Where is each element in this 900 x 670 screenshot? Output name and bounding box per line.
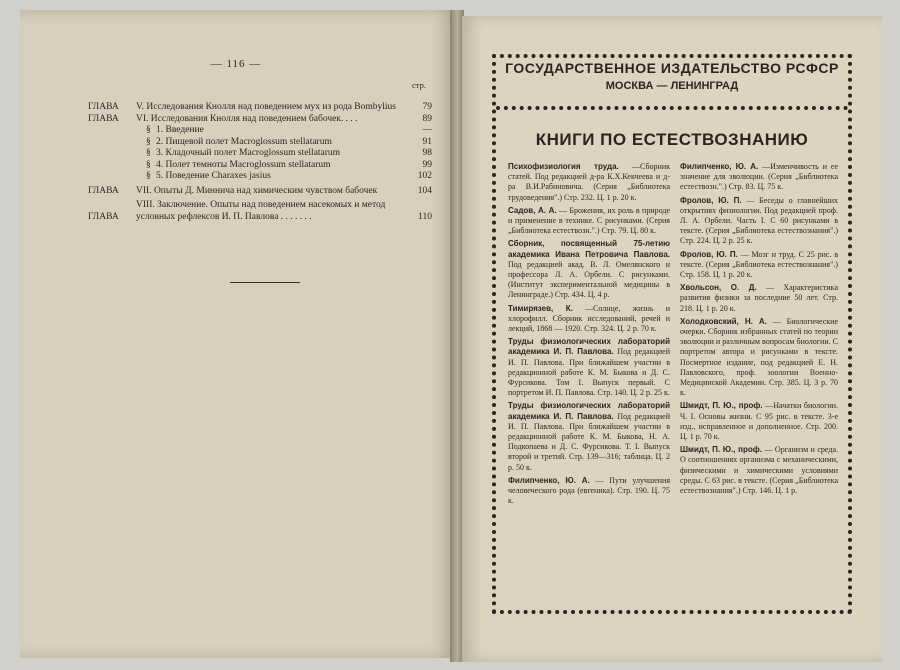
- toc-chapter-label: ГЛАВА: [88, 102, 119, 112]
- toc-chapter-title: VIII. Заключение. Опыты над поведением насекомых и метод условных рефлексов И. П. Павлова . . . . . . .: [136, 200, 386, 222]
- section-mark: §: [146, 136, 151, 147]
- entry-title: Холодковский, Н. А.: [680, 316, 767, 326]
- catalog-entry: [680, 317, 838, 399]
- entry-title: Тимирязев, К.: [508, 303, 573, 313]
- toc-section-row: [88, 160, 432, 172]
- toc-page: —: [422, 125, 432, 135]
- entry-title: Психофизиология труда.: [508, 162, 619, 171]
- catalog-entry: [508, 476, 670, 507]
- toc-chapter-label: ГЛАВА: [88, 185, 119, 196]
- divider-rule: [230, 282, 300, 283]
- toc-row: [88, 200, 432, 223]
- toc-section-title: 3. Кладочный полет Macroglossum stellatarum: [156, 148, 341, 158]
- left-page: [20, 10, 452, 658]
- entry-body: —Изменчивость и ее значение для эволюции. (Серия „Библиотека естествозн.".) Стр. 83. Ц. 75 к.: [680, 162, 838, 192]
- catalog-entry: [508, 162, 670, 203]
- entry-title: Фролов, Ю. П.: [680, 249, 738, 259]
- entry-body: Под редакцией акад. В. Л. Омелянского и профессора Л. А. Орбели. С рисунками. (Институт экспериментальной медицины в Ленинграде.) Стр. 434. Ц. 4 р.: [508, 259, 670, 300]
- catalog-column-right: [680, 162, 838, 499]
- toc-section-title: 4. Полет темноты Macroglossum stellatarum: [156, 159, 331, 170]
- entry-title: Труды физиологических лабораторий академика И. П. Павлова.: [508, 401, 670, 421]
- toc-section-title: 2. Пищевой полет Macroglossum stellatarum: [156, 136, 332, 147]
- catalog-entry: [680, 283, 838, 314]
- publisher-name: ГОСУДАРСТВЕННОЕ ИЗДАТЕЛЬСТВО РСФСР: [505, 60, 839, 76]
- catalog-column-left: [508, 162, 670, 510]
- table-of-contents: [88, 102, 432, 223]
- toc-section-row: [88, 125, 432, 137]
- toc-page: 98: [422, 148, 432, 158]
- toc-chapter-title: VI. Исследования Кнолля над поведением бабочек. . . .: [136, 113, 358, 124]
- entry-body: — Организм и среда. О соотношениях организма с механическими, физическими и химическими условиями среды. С 63 рис. в тексте. (Серия „Библиотека естествознания".) Стр. 146. Ц. 1 р.: [680, 445, 839, 496]
- catalog-entry: [508, 304, 670, 335]
- catalog-entry: [508, 239, 670, 300]
- catalog-entry: [680, 196, 838, 247]
- entry-title: Труды физиологических лабораторий академика И. П. Павлова.: [508, 337, 670, 357]
- entry-body: —Солнце, жизнь и хлорофилл. Сборник исследований, речей и лекций, 1868 — 1920. Стр. 324. Ц. 2 р. 70 к.: [508, 303, 671, 334]
- catalog-entry: [680, 445, 838, 496]
- entry-body: — Беседы о главнейших открытиях физиологии. Под редакцией проф. Л. А. Орбели. Часть I. С 60 рисунками в тексте. (Серия „Библиотека естествознания".) Стр. 224. Ц. 2 р. 25 к.: [680, 195, 839, 246]
- right-page: [462, 16, 882, 662]
- entry-body: —Сборник статей. Под редакцией д-ра К.Х.Кекчеева и д-ра В.И.Рабиновича. (Серия „Библиотека трудоведения".) Стр. 232. Ц. 1 р. 20 к.: [508, 162, 670, 202]
- entry-title: Филипченко, Ю. А.: [680, 162, 759, 171]
- toc-chapter-title: VII. Опыты Д. Миннича над химическим чувством бабочек: [136, 185, 378, 196]
- toc-section-row: [88, 148, 432, 160]
- toc-page: 110: [418, 211, 432, 222]
- toc-page: 102: [417, 171, 432, 181]
- toc-section-title: 1. Введение: [156, 125, 204, 135]
- catalog-entry: [680, 162, 838, 193]
- section-mark: §: [146, 125, 151, 135]
- toc-page: 89: [422, 113, 432, 124]
- toc-section-title: 5. Поведение Charaxes jasius: [156, 171, 271, 181]
- publisher-header: [496, 60, 848, 92]
- toc-row: [88, 114, 432, 126]
- entry-body: — Характеристика развития физики за последние 50 лет. Стр. 218. Ц. 1 р. 20 к.: [680, 283, 838, 313]
- section-mark: §: [146, 159, 151, 170]
- entry-body: — Пути улучшения человеческого рода (евгеника). Стр. 190. Ц. 75 к.: [508, 475, 671, 506]
- toc-page: 104: [417, 185, 432, 196]
- entry-title: Садов, А. А.: [508, 205, 557, 215]
- section-mark: §: [146, 148, 151, 158]
- publisher-cities: МОСКВА — ЛЕНИНГРАД: [605, 80, 739, 92]
- catalog-entry: [508, 206, 670, 237]
- catalog-heading: КНИГИ ПО ЕСТЕСТВОЗНАНИЮ: [535, 130, 809, 149]
- toc-page: 91: [422, 136, 432, 147]
- catalog-entry: [680, 401, 838, 442]
- entry-title: Хвольсон, О. Д.: [680, 283, 757, 293]
- entry-title: Фролов, Ю. П.: [680, 195, 742, 205]
- entry-body: —Начатки биологии. Ч. I. Основы жизни. С 95 рис. в тексте. 3-е изд., исправленное и дополненное. Стр. 200. Ц. 1 р. 70 к.: [680, 401, 839, 442]
- catalog-entry: [680, 250, 838, 281]
- toc-chapter-label: ГЛАВА: [88, 211, 119, 222]
- entry-body: — Брожения, их роль в природе и применение в технике. С рисунками. (Серия „Библиотека естествозн.".) Стр. 79. Ц. 80 к.: [508, 205, 671, 236]
- entry-title: Шмидт, П. Ю., проф.: [680, 445, 763, 455]
- dotted-separator: [496, 106, 848, 110]
- toc-row: [88, 102, 432, 114]
- toc-row: [88, 186, 432, 198]
- entry-title: Шмидт, П. Ю., проф.: [680, 401, 763, 411]
- entry-body: Под редакцией И. П. Павлова. При ближайшем участии в редакционной работе К. М. Быкова, Н. А. Подкопаева и Д. С. Фурсикова. Т. I. Выпуск второй и третий. Стр. 139—316; таблица. Ц. 2 р. 50 к.: [508, 411, 670, 472]
- toc-page: 99: [422, 159, 432, 170]
- toc-page: 79: [422, 102, 432, 112]
- toc-chapter-title: V. Исследования Кнолля над поведением мух из рода Bombylius: [136, 102, 396, 112]
- entry-body: Под редакцией И. П. Павлова. При ближайшем участии в редакционной работе К. М. Быкова и Д. С. Фурсикова. Том I. Выпуск первый. С портретом И. П. Павлова. Стр. 140. Ц. 2 р. 25 к.: [508, 347, 670, 398]
- page-column-label: стр.: [412, 80, 426, 90]
- entry-title: Филипченко, Ю. А.: [508, 475, 590, 485]
- toc-section-row: [88, 171, 432, 183]
- page-number: — 116 —: [210, 58, 262, 70]
- toc-section-row: [88, 137, 432, 149]
- entry-title: Сборник, посвященный 75-летию академика Ивана Петровича Павлова.: [508, 239, 670, 259]
- toc-chapter-label: ГЛАВА: [88, 113, 119, 124]
- section-mark: §: [146, 171, 151, 181]
- catalog-entry: [508, 401, 670, 472]
- entry-body: — Биологические очерки. Сборник избранных статей по теории эволюции и различным вопросам биологии. С портретом автора и рисунками в тексте. Посмертное издание, под редакцией Е. Н. Павловского, проф. зоологии Военно-Медицинской Академии. Стр. 385. Ц. 3 р. 70 к.: [680, 316, 838, 398]
- catalog-entry: [508, 337, 670, 398]
- entry-body: — Мозг и труд. С 25 рис. в тексте. (Серия „Библиотека естествознания".) Стр. 158. Ц. 1 р. 20 к.: [680, 249, 839, 280]
